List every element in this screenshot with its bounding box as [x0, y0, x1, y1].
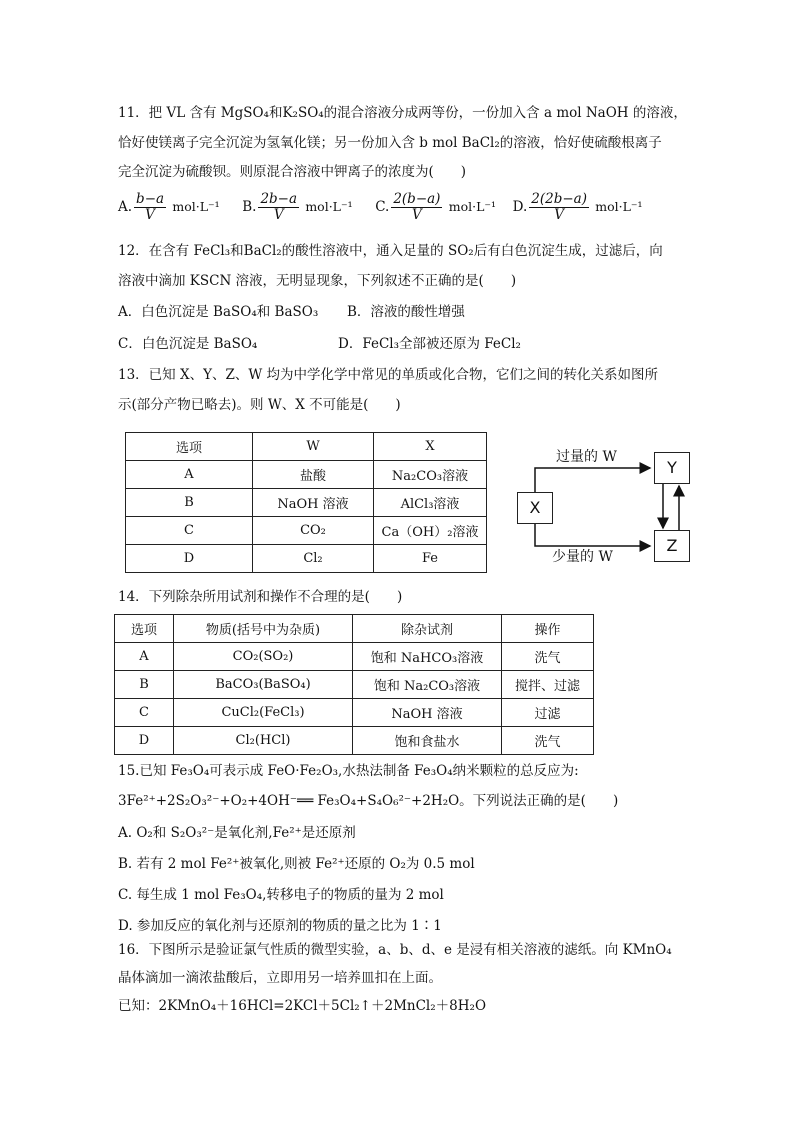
q15-line-1: 15.已知 Fe₃O₄可表示成 FeO·Fe₂O₃,水热法制备 Fe₃O₄纳米颗粒的总反应为: [118, 763, 579, 779]
table-cell: 饱和 NaHCO₃溶液 [353, 643, 502, 671]
q15-option-c[interactable]: C. 每生成 1 mol Fe₃O₄,转移电子的物质的量为 2 mol [118, 887, 444, 903]
table-cell: C [115, 699, 174, 727]
table-header-row [115, 615, 594, 643]
q14-table [114, 614, 594, 755]
q16-line-1: 16．下图所示是验证氯气性质的微型实验，a、b、d、e 是浸有相关溶液的滤纸。向 KMnO₄ [118, 942, 672, 958]
q12-option-d[interactable]: D．FeCl₃全部被还原为 FeCl₂ [338, 336, 521, 352]
table-cell: A [126, 461, 253, 489]
table-cell: NaOH 溶液 [253, 489, 374, 517]
arrow-x-to-y [535, 468, 650, 493]
table-header-cell: 物质(括号中为杂质) [174, 615, 353, 643]
table-cell: Cl₂(HCl) [174, 727, 353, 755]
table-row [126, 489, 487, 517]
table-header-cell: 选项 [126, 433, 253, 461]
node-x: X [517, 492, 553, 524]
q11-line-2: 恰好使镁离子完全沉淀为氢氧化镁；另一份加入含 b mol BaCl₂的溶液，恰好使硫酸根离子 [118, 135, 662, 151]
table-cell: Fe [374, 545, 487, 573]
table-header-cell: 除杂试剂 [353, 615, 502, 643]
q13-diagram [510, 440, 710, 570]
q11-line-3: 完全沉淀为硫酸钡。则原混合溶液中钾离子的浓度为( ) [118, 164, 467, 180]
table-cell: NaOH 溶液 [353, 699, 502, 727]
q12-option-a[interactable]: A．白色沉淀是 BaSO₄和 BaSO₃ [118, 304, 319, 320]
table-row [115, 727, 594, 755]
table-cell: 搅拌、过滤 [502, 671, 594, 699]
q11-option-c[interactable]: C. $\frac{2(b-a)}{V}$ mol·L⁻¹ [375, 191, 497, 223]
table-cell: 洗气 [502, 727, 594, 755]
table-cell: 盐酸 [253, 461, 374, 489]
table-cell: 过滤 [502, 699, 594, 727]
table-row [126, 545, 487, 573]
table-cell: CuCl₂(FeCl₃) [174, 699, 353, 727]
table-cell: D [115, 727, 174, 755]
table-row [126, 517, 487, 545]
table-cell: Ca（OH）₂溶液 [374, 517, 487, 545]
table-row [115, 699, 594, 727]
node-y: Y [654, 452, 690, 484]
table-cell: AlCl₃溶液 [374, 489, 487, 517]
table-cell: D [126, 545, 253, 573]
table-header-row [126, 433, 487, 461]
table-cell: 洗气 [502, 643, 594, 671]
arrow-x-to-z [535, 522, 650, 546]
table-cell: 饱和 Na₂CO₃溶液 [353, 671, 502, 699]
q15-option-d[interactable]: D. 参加反应的氧化剂与还原剂的物质的量之比为 1∶1 [118, 918, 442, 934]
table-cell: A [115, 643, 174, 671]
table-cell: C [126, 517, 253, 545]
table-header-cell: X [374, 433, 487, 461]
q15-line-2: 3Fe²⁺+2S₂O₃²⁻+O₂+4OH⁻══ Fe₃O₄+S₄O₆²⁻+2H₂O。下列说法正确的是( ) [118, 793, 619, 809]
table-cell: 饱和食盐水 [353, 727, 502, 755]
table-cell: BaCO₃(BaSO₄) [174, 671, 353, 699]
table-row [126, 461, 487, 489]
q15-option-b[interactable]: B. 若有 2 mol Fe²⁺被氧化,则被 Fe²⁺还原的 O₂为 0.5 mol [118, 856, 475, 872]
q12-line-2: 溶液中滴加 KSCN 溶液，无明显现象，下列叙述不正确的是( ) [118, 273, 517, 289]
table-cell: B [115, 671, 174, 699]
table-cell: CO₂(SO₂) [174, 643, 353, 671]
node-z: Z [654, 530, 690, 562]
label-excess-w: 过量的 W [556, 449, 617, 465]
table-header-cell: W [253, 433, 374, 461]
q13-line-2: 示(部分产物已略去)。则 W、X 不可能是( ) [118, 397, 401, 413]
table-cell: CO₂ [253, 517, 374, 545]
q12-option-c[interactable]: C．白色沉淀是 BaSO₄ [118, 336, 258, 352]
q11-option-b[interactable]: B. $\frac{2b-a}{V}$ mol·L⁻¹ [242, 191, 353, 223]
q16-line-2: 晶体滴加一滴浓盐酸后，立即用另一培养皿扣在上面。 [118, 970, 442, 986]
table-cell: Cl₂ [253, 545, 374, 573]
q12-line-1: 12．在含有 FeCl₃和BaCl₂的酸性溶液中，通入足量的 SO₂后有白色沉淀生成，过滤后，向 [118, 243, 663, 259]
q13-line-1: 13．已知 X、Y、Z、W 均为中学化学中常见的单质或化合物，它们之间的转化关系如图所 [118, 367, 659, 383]
table-cell: Na₂CO₃溶液 [374, 461, 487, 489]
table-row [115, 643, 594, 671]
q13-table [125, 432, 487, 573]
q11-line-1: 11．把 VL 含有 MgSO₄和K₂SO₄的混合溶液分成两等份，一份加入含 a mol NaOH 的溶液， [118, 105, 687, 121]
q11-option-d[interactable]: D. $\frac{2(2b-a)}{V}$ mol·L⁻¹ [512, 191, 643, 223]
table-cell: B [126, 489, 253, 517]
q11-options [118, 190, 643, 224]
table-header-cell: 操作 [502, 615, 594, 643]
q14-line-1: 14．下列除杂所用试剂和操作不合理的是( ) [118, 589, 403, 605]
table-header-cell: 选项 [115, 615, 174, 643]
label-small-w: 少量的 W [552, 549, 613, 565]
q11-option-a[interactable]: A. $\frac{b-a}{V}$ mol·L⁻¹ [118, 191, 220, 223]
q12-option-b[interactable]: B．溶液的酸性增强 [347, 304, 465, 320]
table-row [115, 671, 594, 699]
q16-line-3: 已知：2KMnO₄＋16HCl=2KCl＋5Cl₂↑＋2MnCl₂＋8H₂O [118, 998, 487, 1014]
q15-option-a[interactable]: A. O₂和 S₂O₃²⁻是氧化剂,Fe²⁺是还原剂 [118, 825, 356, 841]
